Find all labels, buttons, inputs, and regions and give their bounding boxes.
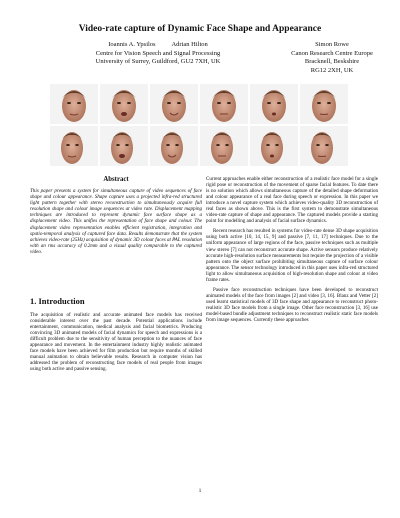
author-postcode: RG12 2XH, UK (310, 66, 354, 74)
intro-paragraph: The acquisition of realistic and accurate animated face models has received considerable interest over the past decade. Potential applications include entertainment, communication, medical analysis and facial biometrics. Producing convincing 3D animated models of facial dynamics for speech and expressions is a difficult problem due to the sensitivity of human perception to the nuances of face appearance and movement. In the entertainment industry highly realistic animated face models have been achieved for film production but require months of skilled manual animation to obtain believable results. Research in computer vision has addressed the problem of reconstructing face models of real people from images using both active and passive sensing. (30, 312, 202, 373)
face-image (100, 84, 148, 124)
face-row-rendered (50, 126, 348, 166)
page-number: 1 (198, 488, 202, 494)
face-figure-graphic (50, 84, 350, 166)
right-column-body (206, 176, 378, 327)
author-city: Bracknell, Beskshire (304, 58, 360, 65)
abstract-text: This paper presents a system for simultaneous capture of video sequences of face shape and colour appearance. Shape capture uses a projected infra-red structured light pattern together with stereo reconstruction to simultaneously acquire full resolution shape and colour image sequences at video rate. Displacement mapping techniques are introduced to represent dynamic face surface shape as a displacement video. This unifies the representation of face shape and colour. The displacement video representation enables efficient registration, integration and spatio-temporal analysis of captured face data. Results demonstrate that the system achieves video-rate (25Hz) acquisition of dynamic 3D colour faces at PAL resolution with an rms accuracy of 0.2mm and a visual quality comparable to the captured video. (30, 188, 202, 255)
face-image (150, 84, 198, 124)
face-image (200, 84, 248, 124)
author-names: Ioannis A. Ypsilos Adrian Hilton (108, 41, 208, 48)
authors-left (58, 41, 258, 67)
author-name: Simon Rowe (315, 41, 349, 48)
face-figure (50, 84, 350, 166)
author-address: University of Surrey, Guildford, GU2 7XH, UK (95, 58, 221, 65)
face-image (300, 126, 348, 166)
authors-right (262, 41, 400, 75)
face-row-textured (50, 84, 348, 124)
face-image (50, 84, 98, 124)
face-image (150, 126, 198, 166)
face-image (300, 84, 348, 124)
abstract-heading: Abstract (103, 176, 129, 183)
face-image (250, 126, 298, 166)
face-image (100, 126, 148, 166)
face-image (200, 126, 248, 166)
body-paragraph: Passive face reconstruction techniques have been developed to reconstruct animated models of the face from images [2] and video [3, 16]. Blanz and Vetter [2] used learnt statistical models of 3D face shape and appearance to reconstruct photo-realistic 3D face models from a single image. Other face reconstruction [3, 16] use model-based bundle adjustment techniques to reconstruct realistic static face models from image sequences. Currently these approaches (206, 286, 378, 324)
body-paragraph: Current approaches enable either reconstruction of a realistic face model for a single rigid pose or reconstruction of the movement of sparse facial features. To date there is no solution which allows simultaneous capture of the detailed shape deformation and colour appearance of a real face during speech or expression. In this paper we introduce a novel capture system which achieves video-quality 3D reconstruction of real faces as shown above. This is the first system to demonstrate simultaneous video-rate capture of shape and appearance. The captured models provide a starting point for modelling and analysis of facial surface dynamics. (206, 176, 378, 225)
body-paragraph: Recent research has resulted in systems for video-rate dense 3D shape acquisition using both active [10, 14, 15, 9] and passive [7, 11, 17] techniques. Due to the uniform appearance of large regions of the face, passive techniques such as multiple view stereo [7] can not reconstruct accurate shape. Active sensors produce relatively accurate high-resolution surface measurements but require the projection of a visible pattern onto the object surface prohibiting simultaneous capture of surface colour appearance. The sensor technology introduced in this paper uses infra-red structured light to allow simultaneous acquisition of high-resolution shape and colour at video frame rates. (206, 228, 378, 283)
section-heading: 1. Introduction (30, 296, 85, 306)
face-image (250, 84, 298, 124)
author-affiliation: Canon Research Centre Europe (291, 49, 373, 57)
author-affiliation: Centre for Vision Speech and Signal Processing (95, 49, 221, 57)
paper-title: Video-rate capture of Dynamic Face Shape and Appearance (78, 24, 322, 34)
face-image (50, 126, 98, 166)
left-column-body (30, 312, 202, 376)
